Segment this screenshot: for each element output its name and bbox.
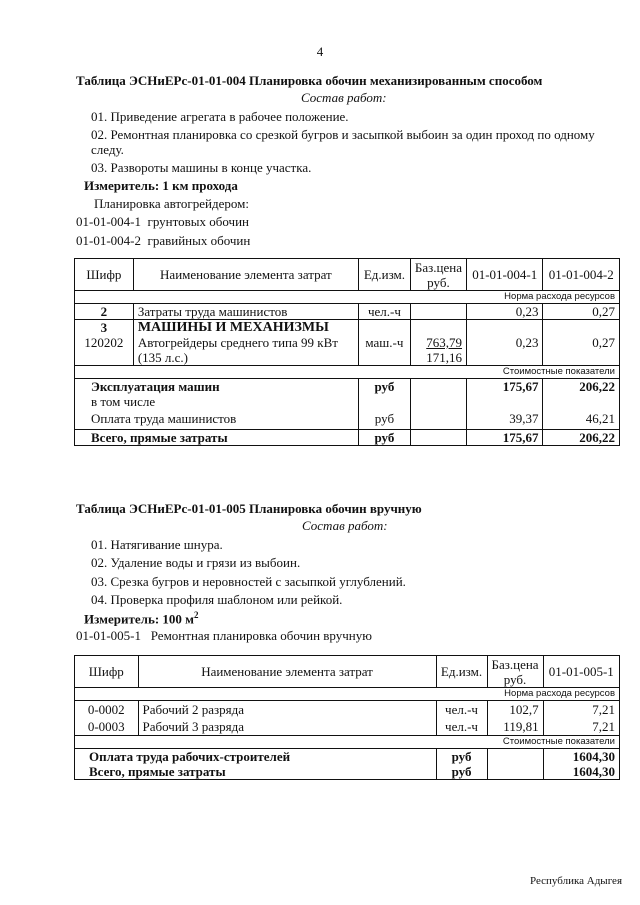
total-value: 175,67 bbox=[466, 430, 542, 446]
cost-name: Оплата труда рабочих-строителей bbox=[75, 749, 437, 765]
table2-title: Таблица ЭСНиЕРс-01-01-005 Планировка обочин вручную bbox=[76, 501, 422, 516]
table2-header-row bbox=[75, 656, 620, 688]
cost-value: 39,37 bbox=[466, 409, 542, 430]
table1-work-item: следу. bbox=[91, 142, 124, 157]
variant-name: Ремонтная планировка обочин вручную bbox=[150, 628, 372, 643]
variant-name: гравийных обочин bbox=[147, 233, 251, 248]
cost-unit: руб bbox=[358, 379, 410, 395]
row-code: 120202 bbox=[75, 335, 134, 366]
table-row bbox=[75, 701, 620, 719]
row-code: 0-0003 bbox=[75, 718, 139, 736]
table2-work-item: 04. Проверка профиля шаблоном или рейкой. bbox=[91, 592, 343, 607]
row-unit: чел.-ч bbox=[436, 701, 487, 719]
table-row bbox=[75, 764, 620, 780]
header-price: Баз.цена руб. bbox=[487, 656, 543, 688]
footer-region: Республика Адыгея bbox=[530, 875, 623, 887]
variant-code: 01-01-004-2 bbox=[76, 233, 141, 248]
cost-unit: руб bbox=[358, 409, 410, 430]
row-code: 0-0002 bbox=[75, 701, 139, 719]
header-code: Шифр bbox=[75, 259, 134, 291]
cost-name: Оплата труда машинистов bbox=[75, 409, 359, 430]
cost-value: 46,21 bbox=[543, 409, 620, 430]
table-row bbox=[75, 718, 620, 736]
row-value: 0,27 bbox=[543, 304, 620, 320]
cost-value: 175,67 bbox=[466, 379, 542, 395]
table2-norm-row bbox=[75, 688, 620, 701]
header-name: Наименование элемента затрат bbox=[138, 656, 436, 688]
row-price bbox=[410, 304, 466, 320]
table1-composition-label: Состав работ: bbox=[301, 90, 387, 105]
table-row bbox=[75, 379, 620, 395]
cost-label: Стоимостные показатели bbox=[75, 366, 620, 379]
header-col1: 01-01-005-1 bbox=[543, 656, 619, 688]
cost-value: 1604,30 bbox=[543, 749, 619, 765]
header-col2: 01-01-004-2 bbox=[543, 259, 620, 291]
table1-cost-row bbox=[75, 366, 620, 379]
table2-cost-row bbox=[75, 736, 620, 749]
row-price: 102,7 bbox=[487, 701, 543, 719]
total-name: Всего, прямые затраты bbox=[75, 764, 437, 780]
table1-intro: Планировка автогрейдером: bbox=[94, 196, 249, 211]
row-value: 7,21 bbox=[543, 718, 619, 736]
table-row bbox=[75, 430, 620, 446]
header-unit: Ед.изм. bbox=[358, 259, 410, 291]
variant-name: грунтовых обочин bbox=[147, 214, 249, 229]
total-unit: руб bbox=[358, 430, 410, 446]
cost-label: Стоимостные показатели bbox=[75, 736, 620, 749]
total-unit: руб bbox=[436, 764, 487, 780]
row-name: Рабочий 3 разряда bbox=[138, 718, 436, 736]
cost-incl: в том числе bbox=[75, 394, 359, 409]
row-unit: маш.-ч bbox=[358, 335, 410, 366]
row-value: 0,27 bbox=[543, 335, 620, 366]
header-unit: Ед.изм. bbox=[436, 656, 487, 688]
page-number: 4 bbox=[316, 44, 324, 59]
total-name: Всего, прямые затраты bbox=[75, 430, 359, 446]
row-value: 0,23 bbox=[466, 335, 542, 366]
table1-work-item: 02. Ремонтная планировка со срезкой бугров и засыпкой выбоин за один проход по одному bbox=[91, 127, 595, 142]
header-price: Баз.цена руб. bbox=[410, 259, 466, 291]
row-code: 2 bbox=[75, 304, 134, 320]
header-code: Шифр bbox=[75, 656, 139, 688]
table1-header-row bbox=[75, 259, 620, 291]
total-value: 1604,30 bbox=[543, 764, 619, 780]
norm-label: Норма расхода ресурсов bbox=[75, 688, 620, 701]
row-name: Рабочий 2 разряда bbox=[138, 701, 436, 719]
variant-code: 01-01-004-1 bbox=[76, 214, 141, 229]
table-row bbox=[75, 320, 620, 336]
table2-variant bbox=[76, 628, 372, 644]
cost-unit: руб bbox=[436, 749, 487, 765]
table2-work-item: 03. Срезка бугров и неровностей с засыпкой углублений. bbox=[91, 574, 406, 589]
norm-label: Норма расхода ресурсов bbox=[75, 291, 620, 304]
header-col1: 01-01-004-1 bbox=[466, 259, 542, 291]
table-row bbox=[75, 304, 620, 320]
variant-code: 01-01-005-1 bbox=[76, 628, 141, 643]
row-name: Автогрейдеры среднего типа 99 кВт (135 л.с.) bbox=[133, 335, 358, 366]
table1-work-item: 03. Развороты машины в конце участка. bbox=[91, 160, 312, 175]
cost-name: Эксплуатация машин bbox=[75, 379, 359, 395]
row-value: 7,21 bbox=[543, 701, 619, 719]
table2-work-item: 01. Натягивание шнура. bbox=[91, 537, 223, 552]
section-name: МАШИНЫ И МЕХАНИЗМЫ bbox=[133, 320, 358, 336]
table2-meter: Измеритель: 100 $м^2$ bbox=[84, 610, 199, 627]
table2-work-item: 02. Удаление воды и грязи из выбоин. bbox=[91, 555, 301, 570]
table-row bbox=[75, 409, 620, 430]
table-row bbox=[75, 394, 620, 409]
section-code: 3 bbox=[75, 320, 134, 336]
table2-grid bbox=[74, 655, 620, 780]
header-name: Наименование элемента затрат bbox=[133, 259, 358, 291]
table-row bbox=[75, 335, 620, 366]
row-name: Затраты труда машинистов bbox=[133, 304, 358, 320]
table1-work-item: 01. Приведение агрегата в рабочее положение. bbox=[91, 109, 349, 124]
table1-title: Таблица ЭСНиЕРс-01-01-004 Планировка обочин механизированным способом bbox=[76, 73, 543, 88]
table-row bbox=[75, 749, 620, 765]
cost-value: 206,22 bbox=[543, 379, 620, 395]
table1-variant bbox=[76, 214, 249, 230]
row-price: 119,81 bbox=[487, 718, 543, 736]
table1-variant bbox=[76, 233, 250, 249]
table1-grid bbox=[74, 258, 620, 446]
row-unit: чел.-ч bbox=[436, 718, 487, 736]
total-value: 206,22 bbox=[543, 430, 620, 446]
table1-norm-row bbox=[75, 291, 620, 304]
table2-composition-label: Состав работ: bbox=[302, 518, 388, 533]
row-unit: чел.-ч bbox=[358, 304, 410, 320]
row-price: 763,79 171,16 bbox=[410, 335, 466, 366]
table1-meter: Измеритель: 1 км прохода bbox=[84, 178, 238, 193]
row-value: 0,23 bbox=[466, 304, 542, 320]
